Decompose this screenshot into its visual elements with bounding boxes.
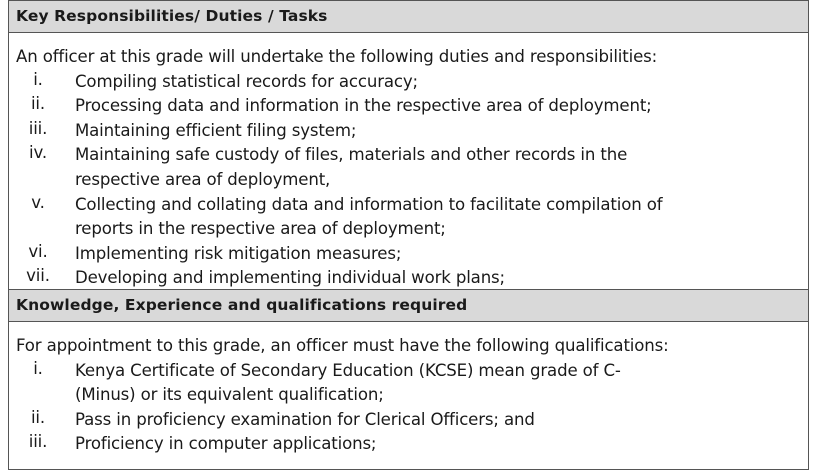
responsibilities-list <box>16 70 808 291</box>
list-item <box>16 242 808 267</box>
list-item-line: (Minus) or its equivalent qualification; <box>75 385 384 405</box>
list-item-line: Proficiency in computer applications; <box>75 434 377 454</box>
list-item-number: vii. <box>26 266 50 286</box>
list-item-text <box>60 143 808 192</box>
section-heading-qualifications: Knowledge, Experience and qualifications required <box>9 289 808 322</box>
list-item <box>16 119 808 144</box>
list-item <box>16 143 808 192</box>
list-item-text <box>60 242 808 267</box>
list-item-text <box>60 432 808 457</box>
job-description-table <box>8 0 809 470</box>
list-item-number: vi. <box>28 241 48 261</box>
qualifications-section <box>9 322 808 457</box>
list-item-number: ii. <box>30 94 46 114</box>
responsibilities-intro: An officer at this grade will undertake the following duties and responsibilities: <box>16 47 658 66</box>
list-item-number: i. <box>33 358 43 378</box>
list-item <box>16 266 808 291</box>
list-item-number: iv. <box>29 143 47 163</box>
list-item <box>16 70 808 95</box>
list-item-line: Collecting and collating data and information to facilitate compilation of <box>75 194 663 214</box>
list-item-line: Pass in proficiency examination for Clerical Officers; and <box>75 409 535 429</box>
list-item-line: Maintaining efficient filing system; <box>75 120 357 140</box>
list-item-text <box>60 119 808 144</box>
list-item <box>16 408 808 433</box>
list-item <box>16 359 808 408</box>
list-item-line: Processing data and information in the respective area of deployment; <box>75 96 652 116</box>
qualifications-intro: For appointment to this grade, an officer must have the following qualifications: <box>16 336 669 355</box>
list-item-text <box>60 359 808 408</box>
list-item-text <box>60 94 808 119</box>
list-item-line: reports in the respective area of deployment; <box>75 219 446 239</box>
list-item <box>16 432 808 457</box>
list-item-line: Kenya Certificate of Secondary Education (KCSE) mean grade of C- <box>75 360 621 380</box>
qualifications-list <box>16 359 808 457</box>
list-item <box>16 94 808 119</box>
list-item-text <box>60 408 808 433</box>
list-item-line: Developing and implementing individual work plans; <box>75 268 505 288</box>
list-item-text <box>60 70 808 95</box>
list-item-line: Implementing risk mitigation measures; <box>75 243 402 263</box>
list-item-number: iii. <box>28 118 48 138</box>
list-item-number: iii. <box>28 432 48 452</box>
list-item-text <box>60 266 808 291</box>
list-item-number: v. <box>31 192 45 212</box>
list-item-line: Compiling statistical records for accuracy; <box>75 71 418 91</box>
list-item-number: i. <box>33 69 43 89</box>
list-item <box>16 193 808 242</box>
list-item-line: respective area of deployment, <box>75 169 331 189</box>
list-item-number: ii. <box>30 407 46 427</box>
list-item-text <box>60 193 808 242</box>
list-item-line: Maintaining safe custody of files, materials and other records in the <box>75 145 628 165</box>
responsibilities-section <box>9 33 808 289</box>
section-heading-responsibilities: Key Responsibilities/ Duties / Tasks <box>9 1 808 33</box>
